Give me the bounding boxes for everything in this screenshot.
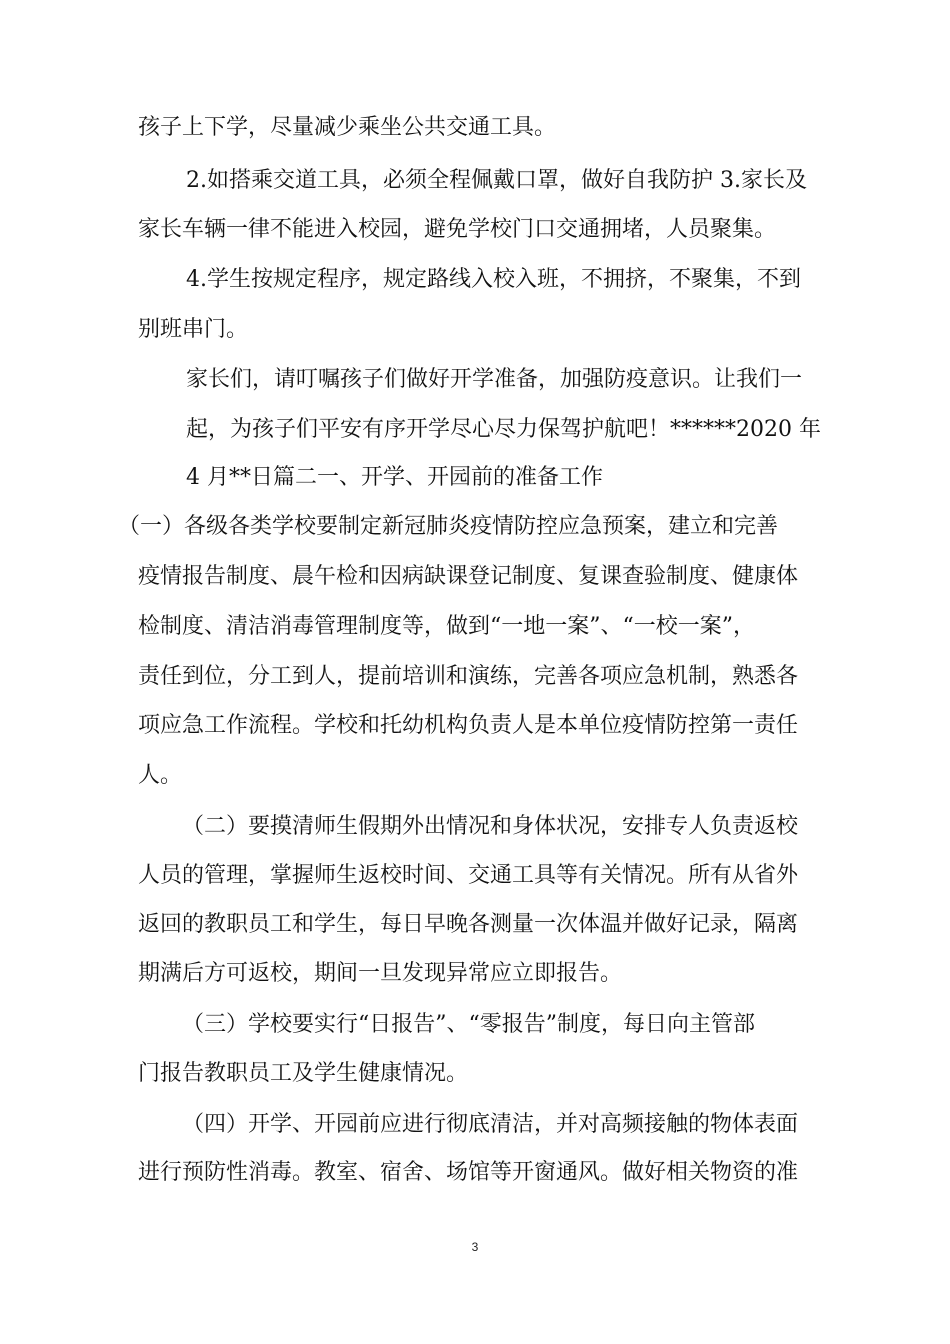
text-line: 疫情报告制度、晨午检和因病缺课登记制度、复课查验制度、健康体	[138, 564, 799, 589]
page-number: 3	[471, 1240, 479, 1254]
text-line: （一）各级各类学校要制定新冠肺炎疫情防控应急预案，建立和完善	[118, 514, 779, 539]
text-line: 进行预防性消毒。教室、宿舍、场馆等开窗通风。做好相关物资的准	[138, 1160, 799, 1185]
text-line: 孩子上下学，尽量减少乘坐公共交通工具。	[138, 115, 557, 140]
text-line: 项应急工作流程。学校和托幼机构负责人是本单位疫情防控第一责任	[138, 713, 799, 738]
text-line: 期满后方可返校，期间一旦发现异常应立即报告。	[138, 961, 623, 986]
text-line: 4.学生按规定程序，规定路线入校入班，不拥挤，不聚集，不到	[186, 267, 801, 292]
text-line: 别班串门。	[138, 317, 249, 342]
text-line: 起，为孩子们平安有序开学尽心尽力保驾护航吧！******2020 年	[186, 417, 821, 442]
text-line: 检制度、清洁消毒管理制度等，做到“一地一案”、“一校一案”，	[138, 614, 755, 639]
text-line: 4 月**日篇二一、开学、开园前的准备工作	[186, 465, 603, 490]
text-line: 人。	[138, 763, 183, 788]
text-line: 返回的教职员工和学生，每日早晚各测量一次体温并做好记录，隔离	[138, 912, 799, 937]
text-line: （二）要摸清师生假期外出情况和身体状况，安排专人负责返校	[182, 814, 799, 839]
text-line: 人员的管理，掌握师生返校时间、交通工具等有关情况。所有从省外	[138, 863, 799, 888]
text-line: （三）学校要实行“日报告”、“零报告”制度，每日向主管部	[182, 1012, 755, 1037]
text-line: （四）开学、开园前应进行彻底清洁，并对高频接触的物体表面	[182, 1112, 799, 1137]
text-line: 责任到位，分工到人，提前培训和演练，完善各项应急机制，熟悉各	[138, 664, 799, 689]
text-line: 2.如搭乘交道工具，必须全程佩戴口罩，做好自我防护 3.家长及	[186, 168, 807, 193]
text-line: 家长车辆一律不能进入校园，避免学校门口交通拥堵，人员聚集。	[138, 217, 777, 242]
text-line: 家长们，请叮嘱孩子们做好开学准备，加强防疫意识。让我们一	[186, 367, 803, 392]
text-line: 门报告教职员工及学生健康情况。	[138, 1061, 469, 1086]
